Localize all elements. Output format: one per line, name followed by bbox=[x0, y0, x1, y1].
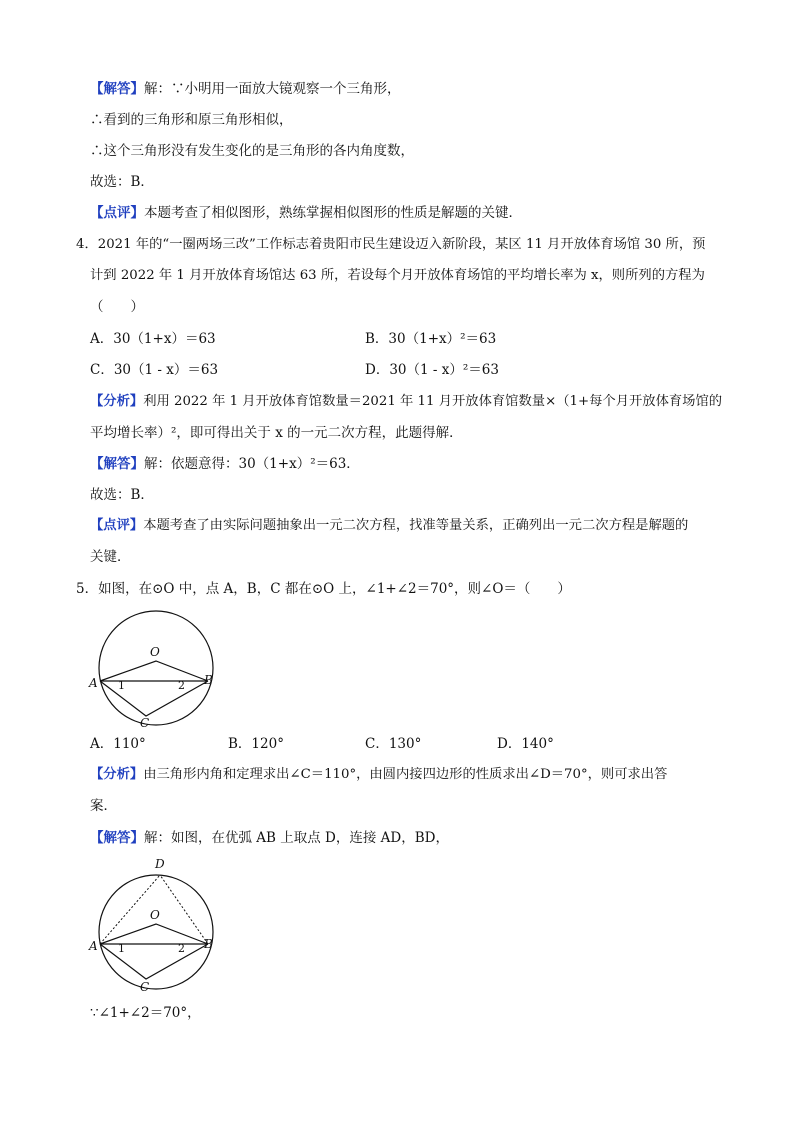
answer-text: 解：∵小明用一面放大镜观察一个三角形， bbox=[144, 81, 401, 97]
analysis-tag: 【分析】 bbox=[90, 394, 144, 409]
circle-outline bbox=[99, 611, 213, 725]
comment-text: 本题考查了由实际问题抽象出一元二次方程，找准等量关系，正确列出一元二次方程是解题的 bbox=[143, 518, 689, 533]
label-a: A bbox=[89, 939, 98, 953]
comment-tag: 【点评】 bbox=[90, 518, 144, 533]
q5-answer bbox=[90, 829, 449, 847]
q4-stem-line1: 4．2021 年的“一圈两场三改”工作标志着贵阳市民生建设迈入新阶段，某区 11 月开放体育场馆 30 所，预 bbox=[76, 237, 706, 252]
angle-2: 2 bbox=[178, 679, 185, 692]
analysis-text: 由三角形内角和定理求出∠C＝110°，由圆内接四边形的性质求出∠D＝70°，则可求出答 bbox=[143, 767, 668, 782]
segment-bd bbox=[160, 875, 208, 944]
q3-answer-line3: ∴这个三角形没有发生变化的是三角形的各内角度数， bbox=[90, 143, 414, 159]
answer-tag: 【解答】 bbox=[90, 81, 144, 97]
q5-analysis bbox=[90, 766, 667, 784]
circle-outline bbox=[99, 875, 213, 989]
q5-option-d: D．140° bbox=[497, 736, 554, 752]
q5-option-b: B．120° bbox=[228, 736, 284, 752]
q4-answer-choice: 故选：B． bbox=[90, 487, 154, 503]
q4-analysis bbox=[90, 393, 722, 411]
triangle-acb bbox=[100, 944, 208, 979]
q5-last-line: ∵∠1+∠2＝70°， bbox=[90, 1005, 201, 1021]
label-d: D bbox=[155, 857, 165, 871]
label-b: B bbox=[204, 673, 213, 687]
label-c: C bbox=[140, 716, 150, 730]
q4-analysis-line2: 平均增长率）²，即可得出关于 x 的一元二次方程，此题得解． bbox=[90, 425, 463, 441]
q4-option-a: A．30（1+x）＝63 bbox=[90, 331, 216, 347]
answer-tag: 【解答】 bbox=[90, 830, 144, 846]
q5-stem: 5．如图，在⊙O 中，点 A，B，C 都在⊙O 上，∠1+∠2＝70°，则∠O＝（ ） bbox=[76, 581, 571, 597]
q5-figure-circle bbox=[86, 608, 226, 738]
q4-option-c: C．30（1 - x）＝63 bbox=[90, 362, 219, 378]
q4-answer bbox=[90, 455, 360, 473]
q5-analysis-line2: 案． bbox=[90, 798, 117, 814]
q4-stem-line3: （ ） bbox=[90, 299, 144, 315]
angle-1: 1 bbox=[118, 942, 125, 955]
q4-stem-line2: 计到 2022 年 1 月开放体育场馆达 63 所，若设每个月开放体育场馆的平均增长率为 x，则所列的方程为 bbox=[90, 268, 705, 283]
comment-tag: 【点评】 bbox=[90, 205, 144, 221]
answer-text: 解：如图，在优弧 AB 上取点 D，连接 AD，BD， bbox=[144, 830, 449, 846]
answer-tag: 【解答】 bbox=[90, 456, 144, 472]
label-o: O bbox=[150, 645, 160, 659]
q4-comment bbox=[90, 517, 688, 535]
answer-text: 解：依题意得：30（1+x）²＝63． bbox=[144, 456, 360, 472]
q4-comment-line2: 关键． bbox=[90, 549, 131, 565]
triangle-aob bbox=[100, 661, 208, 681]
q5-option-c: C．130° bbox=[365, 736, 422, 752]
q3-answer-line2: ∴看到的三角形和原三角形相似， bbox=[90, 112, 293, 128]
angle-2: 2 bbox=[178, 942, 185, 955]
angle-1: 1 bbox=[118, 679, 125, 692]
triangle-acb bbox=[100, 681, 208, 716]
q4-option-d: D．30（1 - x）²＝63 bbox=[365, 362, 499, 378]
q5-figure-circle-with-d bbox=[86, 852, 226, 1002]
q3-comment bbox=[90, 204, 522, 222]
q3-answer bbox=[90, 80, 401, 98]
comment-text: 本题考查了相似图形，熟练掌握相似图形的性质是解题的关键． bbox=[144, 205, 522, 221]
label-a: A bbox=[89, 676, 98, 690]
analysis-tag: 【分析】 bbox=[90, 767, 144, 782]
analysis-text: 利用 2022 年 1 月开放体育馆数量＝2021 年 11 月开放体育馆数量×（1+每个月开放体育场馆的 bbox=[143, 394, 723, 409]
label-b: B bbox=[204, 937, 213, 951]
q4-option-b: B．30（1+x）²＝63 bbox=[365, 331, 497, 347]
triangle-aob bbox=[100, 924, 208, 944]
label-o: O bbox=[150, 908, 160, 922]
label-c: C bbox=[140, 980, 150, 994]
q5-option-a: A．110° bbox=[90, 736, 146, 752]
q3-answer-choice: 故选：B． bbox=[90, 174, 154, 190]
